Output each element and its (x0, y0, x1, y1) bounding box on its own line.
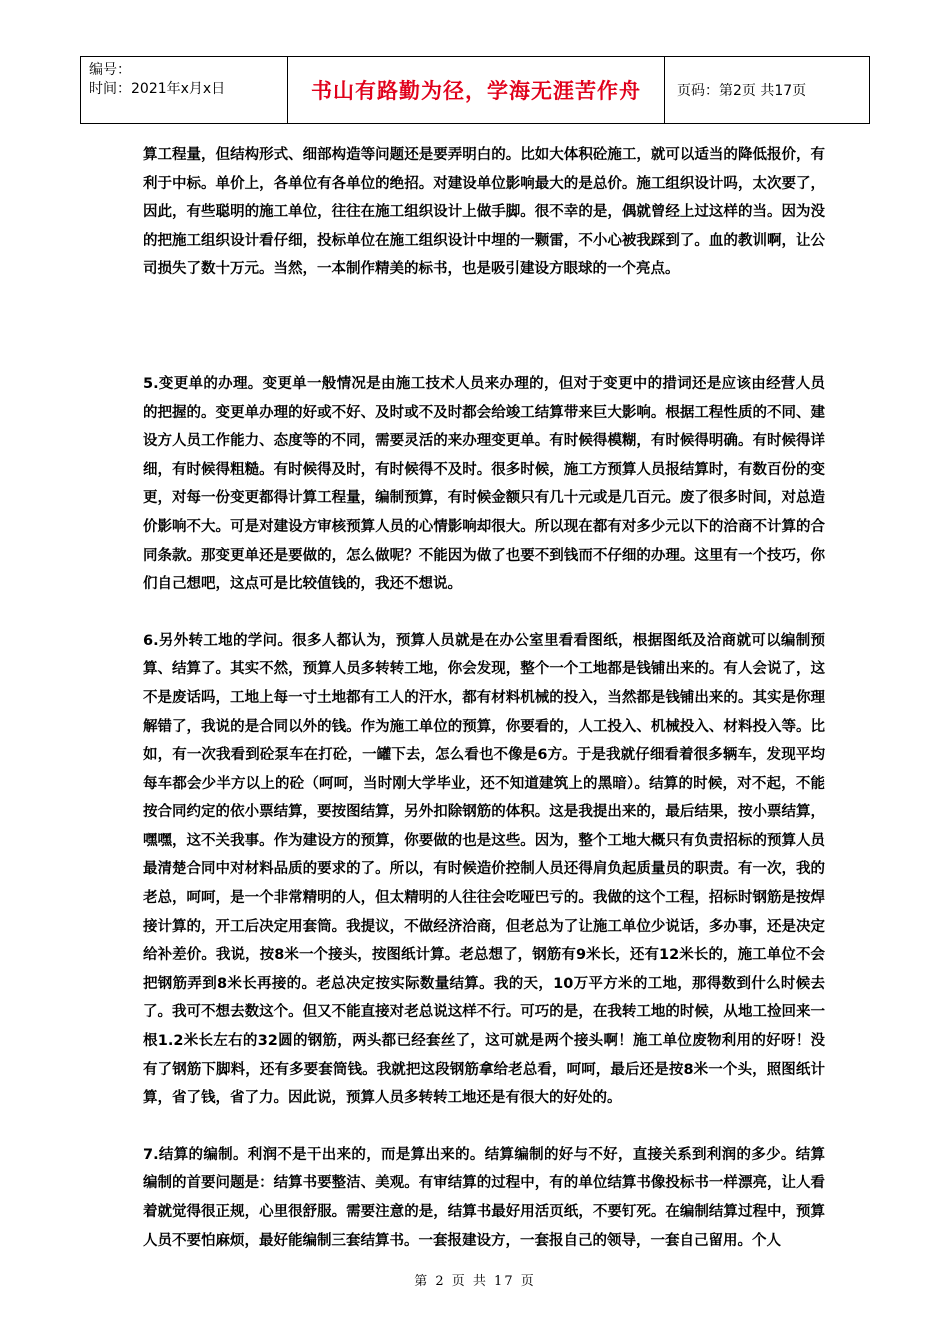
paragraph-section-6: 6.另外转工地的学问。很多人都认为，预算人员就是在办公室里看看图纸，根据图纸及洽商就可以编制预算、结算了。其实不然，预算人员多转转工地，你会发现，整个一个工地都是钱铺出来的。有人会说了，这不是废话吗，工地上每一寸土地都有工人的汗水，都有材料机械的投入，当然都是钱铺出来的。其实是你理解错了，我说的是合同以外的钱。作为施工单位的预算，你要看的，人工投入、机械投入、材料投入等。比如，有一次我看到砼泵车在打砼，一罐下去，怎么看也不像是6方。于是我就仔细看着很多辆车，发现平均每车都会少半方以上的砼（呵呵，当时刚大学毕业，还不知道建筑上的黑暗）。结算的时候，对不起，不能按合同约定的依小票结算，要按图结算，另外扣除钢筋的体积。这是我提出来的，最后结果，按小票结算，嘿嘿，这不关我事。作为建设方的预算，你要做的也是这些。因为，整个工地大概只有负责招标的预算人员最清楚合同中对材料品质的要求的了。所以，有时候造价控制人员还得肩负起质量员的职责。有一次，我的老总，呵呵，是一个非常精明的人，但太精明的人往往会吃哑巴亏的。我做的这个工程，招标时钢筋是按焊接计算的，开工后决定用套筒。我提议，不做经济洽商，但老总为了让施工单位少说话，多办事，还是决定给补差价。我说，按8米一个接头，按图纸计算。老总想了，钢筋有9米长，还有12米长的，施工单位不会把钢筋弄到8米长再接的。老总决定按实际数量结算。我的天，10万平方米的工地，那得数到什么时候去了。我可不想去数这个。但又不能直接对老总说这样不行。可巧的是，在我转工地的时候，从地工捡回来一根1.2米长左右的32圆的钢筋，两头都已经套丝了，这可就是两个接头啊！施工单位废物利用的好呀！没有了钢筋下脚料，还有多要套筒钱。我就把这段钢筋拿给老总看，呵呵，最后还是按8米一个头，照图纸计算，省了钱，省了力。因此说，预算人员多转转工地还是有很大的好处的。 (143, 632, 825, 1107)
header-meta-cell (81, 57, 288, 124)
document-body (143, 141, 825, 1255)
paragraph-section-7: 7.结算的编制。利润不是干出来的，而是算出来的。结算编制的好与不好，直接关系到利润的多少。结算编制的首要问题是：结算书要整洁、美观。有审结算的过程中，有的单位结算书像投标书一样漂亮，让人看着就觉得很正规，心里很舒服。需要注意的是，结算书最好用活页纸，不要钉死。在编制结算过程中，预算人员不要怕麻烦，最好能编制三套结算书。一套报建设方，一套报自己的领导，一套自己留用。个人 (143, 1146, 825, 1249)
header-motto: 书山有路勤为径，学海无涯苦作舟 (311, 78, 641, 103)
header-motto-cell (288, 57, 665, 124)
document-number-label: 编号： (89, 62, 131, 78)
header-page-info: 页码：第2页 共17页 (677, 83, 807, 99)
header-page-cell (665, 57, 870, 124)
paragraph-section-5: 5.变更单的办理。变更单一般情况是由施工技术人员来办理的，但对于变更中的措词还是应该由经营人员的把握的。变更单办理的好或不好、及时或不及时都会给竣工结算带来巨大影响。根据工程性质的不同、建设方人员工作能力、态度等的不同，需要灵活的来办理变更单。有时候得模糊，有时候得明确。有时候得详细，有时候得粗糙。有时候得及时，有时候得不及时。很多时候，施工方预算人员报结算时，有数百份的变更，对每一份变更都得计算工程量，编制预算，有时候金额只有几十元或是几百元。废了很多时间，对总造价影响不大。可是对建设方审核预算人员的心情影响却很大。所以现在都有对多少元以下的洽商不计算的合同条款。那变更单还是要做的，怎么做呢？不能因为做了也要不到钱而不仔细的办理。这里有一个技巧，你们自己想吧，这点可是比较值钱的，我还不想说。 (143, 375, 825, 593)
paragraph-continued: 算工程量，但结构形式、细部构造等问题还是要弄明白的。比如大体积砼施工，就可以适当的降低报价，有利于中标。单价上，各单位有各单位的绝招。对建设单位影响最大的是总价。施工组织设计吗，太次要了，因此，有些聪明的施工单位，往往在施工组织设计上做手脚。很不幸的是，偶就曾经上过这样的当。因为没的把施工组织设计看仔细，投标单位在施工组织设计中埋的一颗雷，不小心被我踩到了。血的教训啊，让公司损失了数十万元。当然，一本制作精美的标书，也是吸引建设方眼球的一个亮点。 (143, 147, 825, 278)
page-footer: 第 2 页 共 17 页 (414, 1274, 536, 1289)
document-header (80, 56, 870, 124)
document-date-label: 时间：2021年x月x日 (89, 81, 226, 97)
